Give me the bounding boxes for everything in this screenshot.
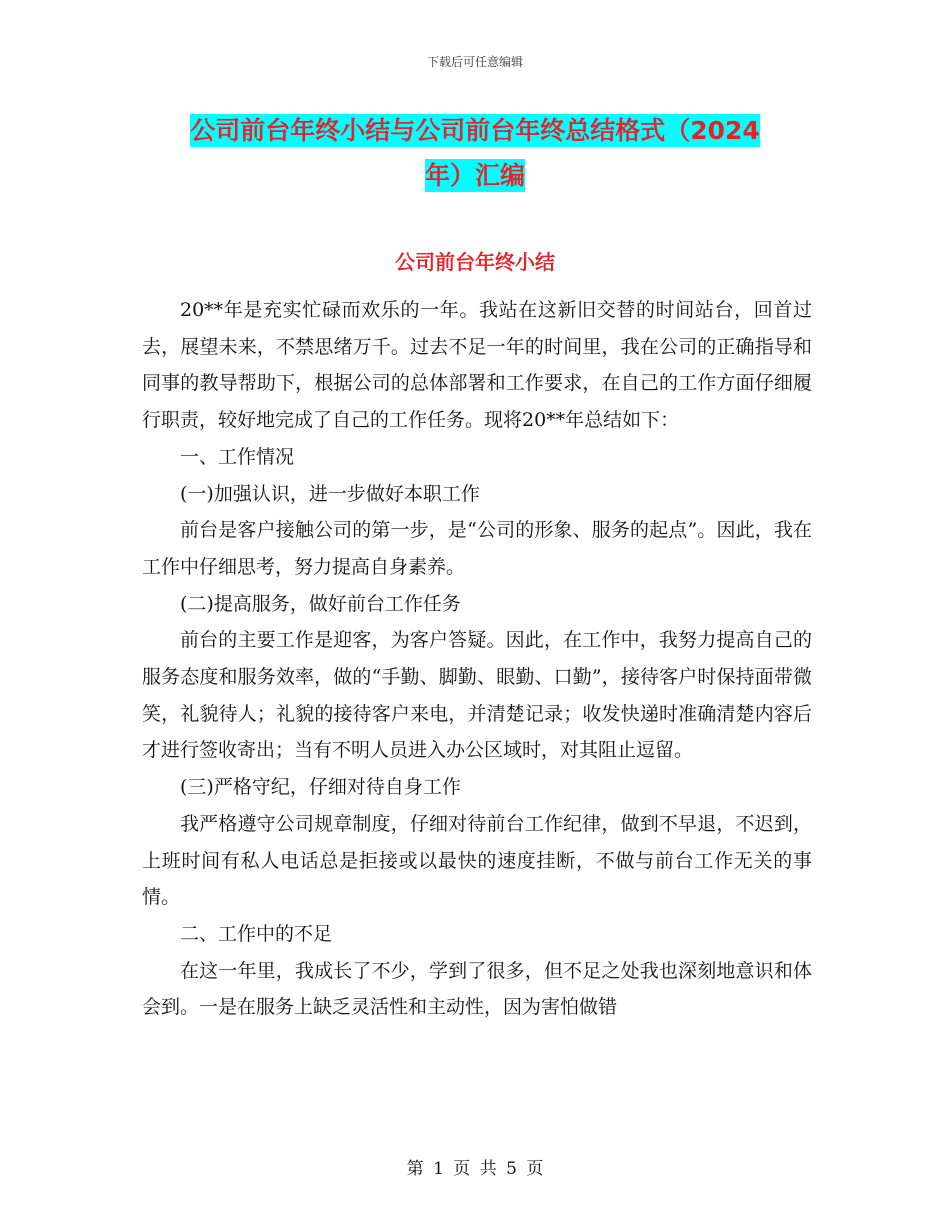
subheading-1: (一)加强认识，进一步做好本职工作 xyxy=(180,482,480,505)
document-title xyxy=(0,108,950,198)
paragraph: 我严格遵守公司规章制度，仔细对待前台工作纪律，做到不早退，不迟到，上班时间有私人电话总是拒接或以最快的速度挂断，不做与前台工作无关的事情。 xyxy=(142,812,812,909)
subheading-3: (三)严格守纪，仔细对待自身工作 xyxy=(180,776,461,799)
document-title-line-1: 公司前台年终小结与公司前台年终总结格式（2024 xyxy=(190,116,760,145)
body-text xyxy=(142,292,812,1026)
subheading-2: (二)提高服务，做好前台工作任务 xyxy=(180,592,461,615)
header-note: 下载后可任意编辑 xyxy=(426,55,523,69)
heading-shortcomings: 二、工作中的不足 xyxy=(180,922,333,945)
section-title: 公司前台年终小结 xyxy=(395,250,555,274)
paragraph: 前台是客户接触公司的第一步，是“公司的形象、服务的起点”。因此，我在工作中仔细思考，努力提高自身素养。 xyxy=(142,519,812,578)
paragraph: 前台的主要工作是迎客，为客户答疑。因此，在工作中，我努力提高自己的服务态度和服务效率，做的“手勤、脚勤、眼勤、口勤”，接待客户时保持面带微笑，礼貌待人；礼貌的接待客户来电，并清楚记录；收发快递时准确清楚内容后才进行签收寄出；当有不明人员进入办公区域时，对其阻止逗留。 xyxy=(142,629,812,762)
document-title-line-2: 年）汇编 xyxy=(424,161,525,190)
paragraph: 20**年是充实忙碌而欢乐的一年。我站在这新旧交替的时间站台，回首过去，展望未来，不禁思绪万千。过去不足一年的时间里，我在公司的正确指导和同事的教导帮助下，根据公司的总体部署和工作要求，在自己的工作方面仔细履行职责，较好地完成了自己的工作任务。现将20**年总结如下： xyxy=(142,299,812,432)
page-footer: 第 1 页 共 5 页 xyxy=(406,1159,544,1179)
heading-work-situation: 一、工作情况 xyxy=(180,445,295,468)
paragraph: 在这一年里，我成长了不少，学到了很多，但不足之处我也深刻地意识和体会到。一是在服务上缺乏灵活性和主动性，因为害怕做错 xyxy=(142,959,812,1019)
